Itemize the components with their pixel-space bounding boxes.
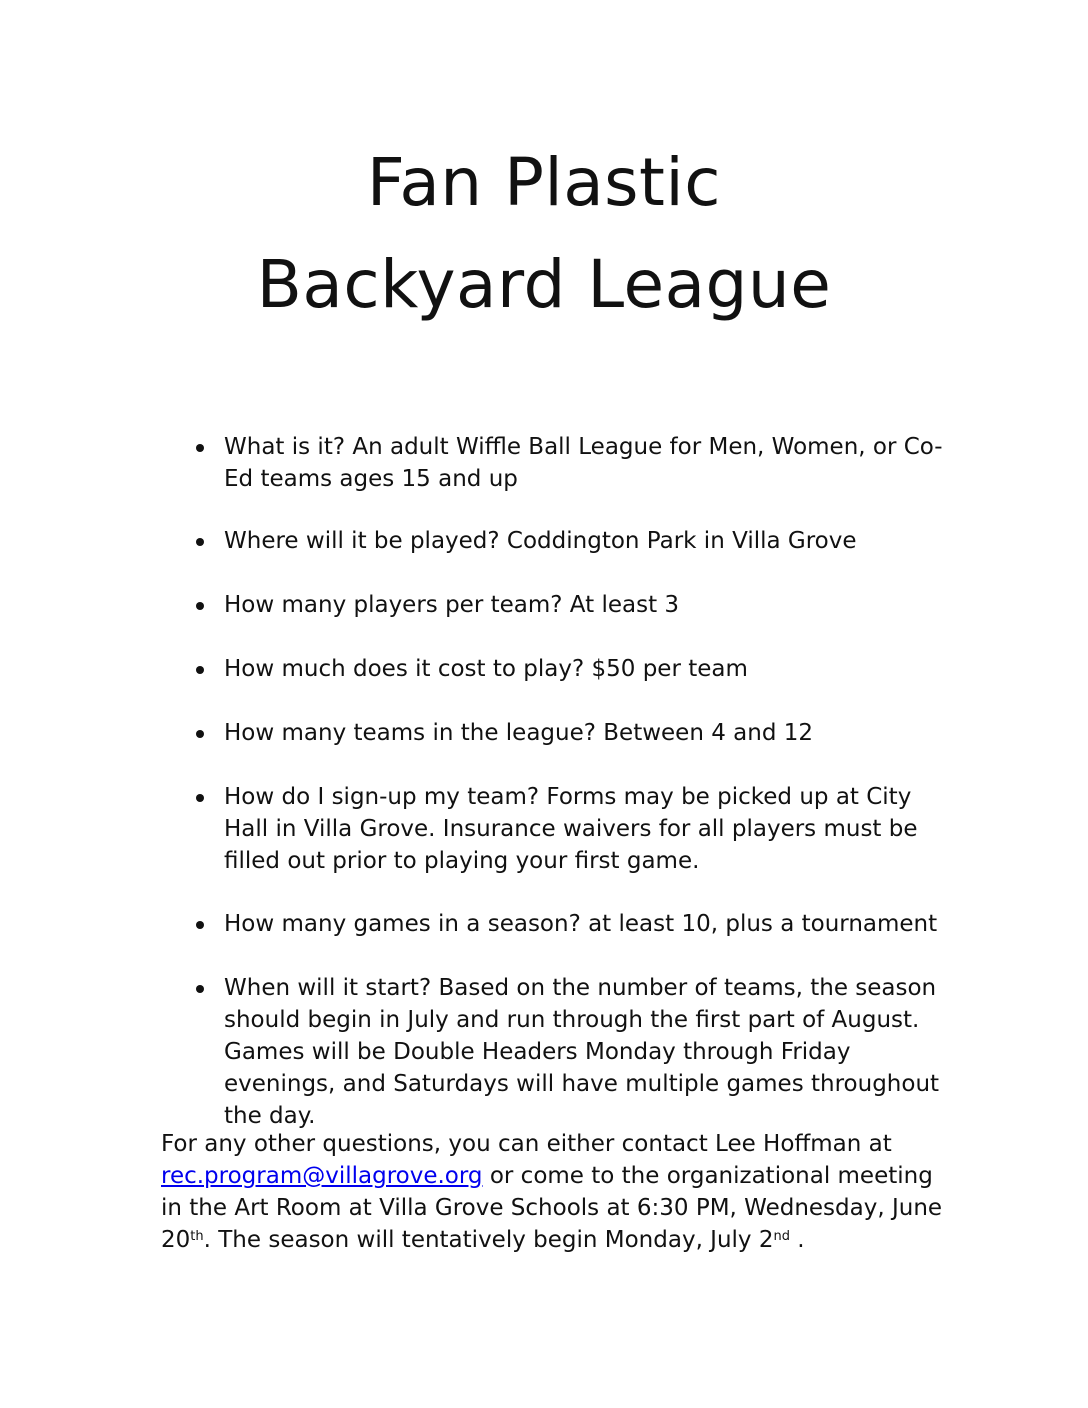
faq-text: How much does it cost to play? $50 per team	[224, 656, 748, 682]
bullet-icon	[196, 602, 204, 610]
faq-item-teams	[224, 717, 944, 749]
bullet-icon	[196, 444, 204, 452]
faq-item-signup	[224, 781, 944, 877]
faq-item-games	[224, 908, 944, 940]
faq-text: How many teams in the league? Between 4 and 12	[224, 720, 814, 746]
title-line-2: Backyard League	[256, 246, 832, 323]
bullet-icon	[196, 538, 204, 546]
ordinal-suffix: nd	[773, 1229, 790, 1244]
faq-text: How many games in a season? at least 10, plus a tournament	[224, 911, 938, 937]
faq-text: Where will it be played? Coddington Park in Villa Grove	[224, 528, 857, 554]
meeting-text: or come to the organizational meeting in the Art Room at Villa Grove Schools at 6:30 PM, Wednesday, June 20	[161, 1163, 943, 1253]
bullet-icon	[196, 921, 204, 929]
bullet-icon	[196, 794, 204, 802]
title-line-1: Fan Plastic	[366, 144, 722, 221]
faq-text: What is it? An adult Wiffle Ball League for Men, Women, or Co-Ed teams ages 15 and up	[224, 434, 943, 492]
ordinal-suffix: th	[190, 1229, 204, 1244]
email-link[interactable]: rec.program@villagrove.org	[161, 1163, 483, 1189]
faq-text: How many players per team? At least 3	[224, 592, 680, 618]
contact-intro: For any other questions, you can either contact Lee Hoffman at	[161, 1131, 892, 1157]
season-start-text: . The season will tentatively begin Monday, July 2	[203, 1227, 774, 1253]
closing-text: .	[790, 1227, 805, 1253]
faq-item-what	[224, 431, 944, 495]
bullet-icon	[196, 666, 204, 674]
faq-item-players	[224, 589, 944, 621]
faq-text: When will it start? Based on the number of teams, the season should begin in July and run through the first part of August. Games will be Double Headers Monday through Friday evenings, and Saturdays will have multiple games throughout the day.	[224, 975, 940, 1129]
bullet-icon	[196, 985, 204, 993]
faq-item-where	[224, 525, 944, 557]
faq-item-cost	[224, 653, 944, 685]
bullet-icon	[196, 730, 204, 738]
faq-item-start	[224, 972, 944, 1132]
contact-paragraph	[161, 1128, 951, 1256]
faq-text: How do I sign-up my team? Forms may be picked up at City Hall in Villa Grove. Insurance waivers for all players must be filled out prior to playing your first game.	[224, 784, 918, 874]
